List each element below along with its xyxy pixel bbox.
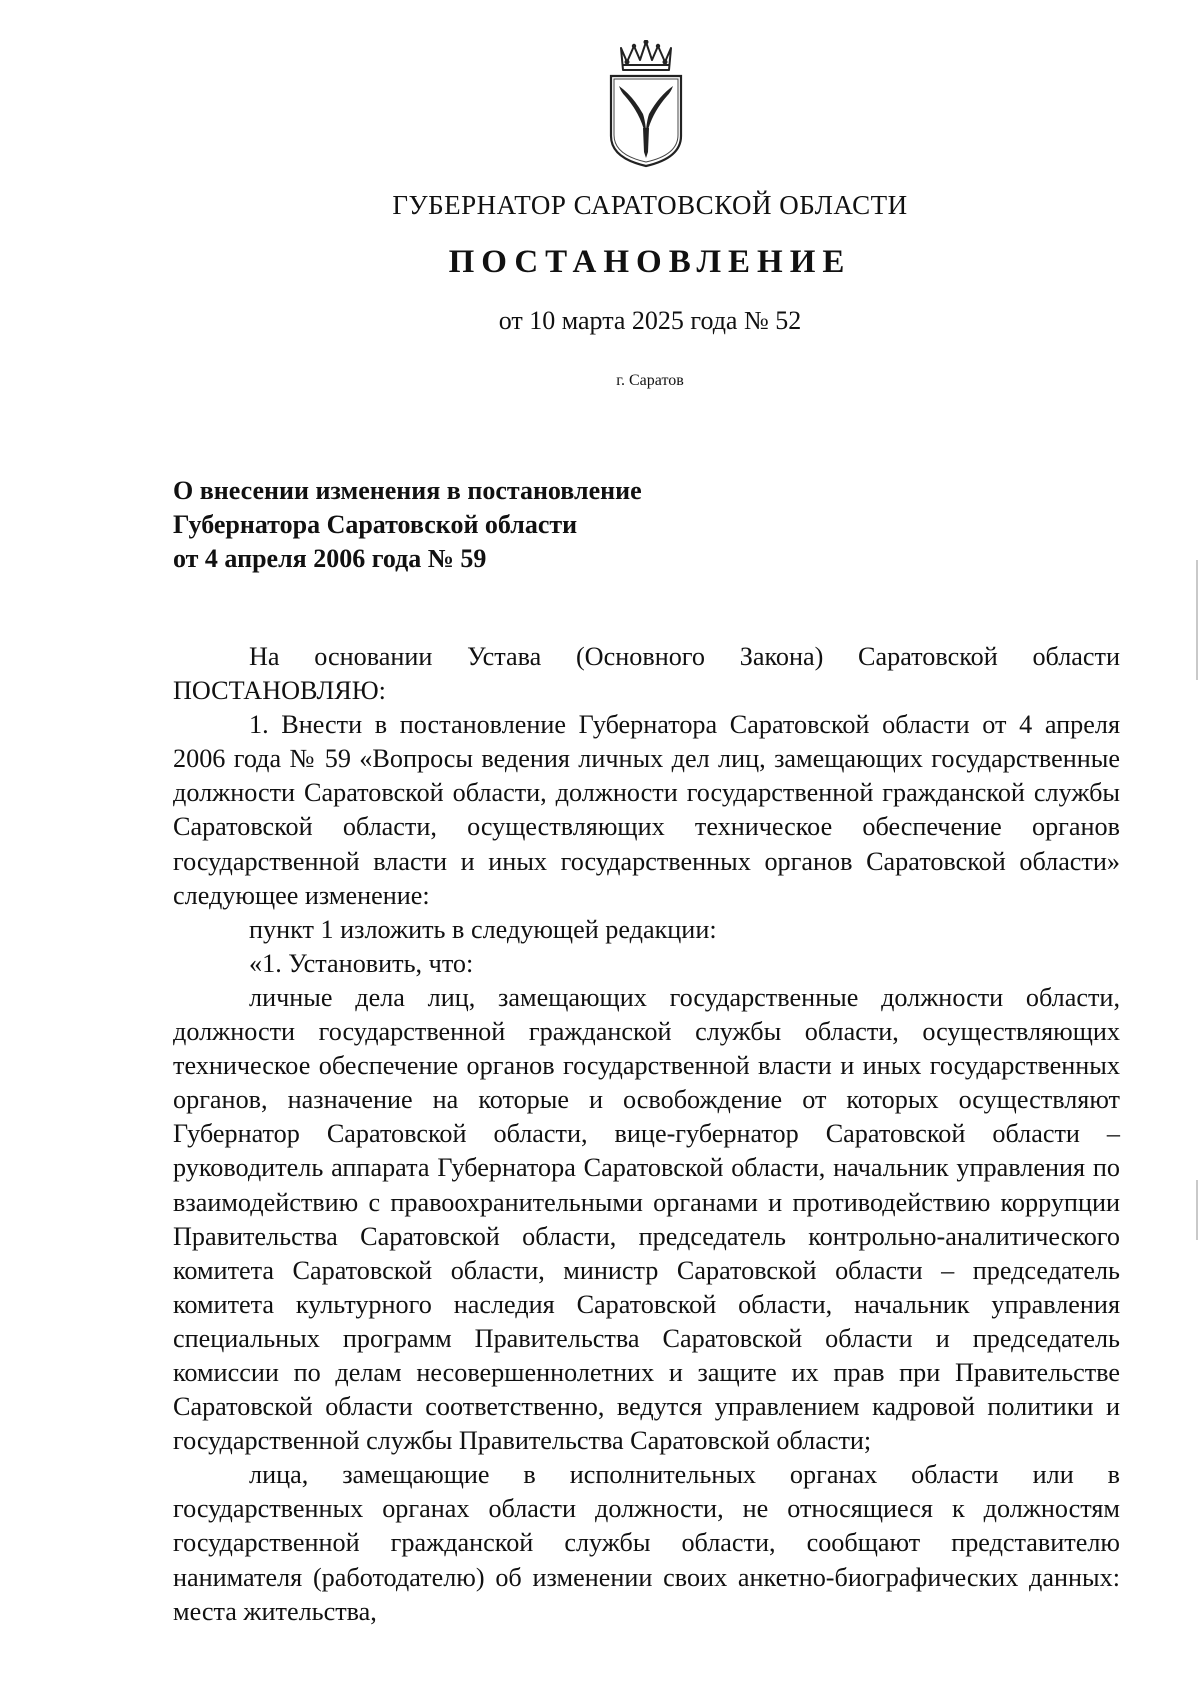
- body-paragraph: На основании Устава (Основного Закона) Саратовской области ПОСТАНОВЛЯЮ:: [173, 642, 1120, 706]
- body-paragraph: личные дела лиц, замещающих государственные должности области, должности государственной гражданской службы области, осуществляющих техническое обеспечение органов государственной власти и иных государственных органов, назначение на которые и освобождение от которых осуществляют Губернатор Саратовской области, вице-губернатор Саратовской области – руководитель аппарата Губернатора Саратовской области, начальник управления по взаимодействию с правоохранительными органами и противодействию коррупции Правительства Саратовской области, председатель контрольно-аналитического комитета Саратовской области, министр Саратовской области – председатель комитета культурного наследия Саратовской области, начальник управления специальных программ Правительства Саратовской области и председатель комиссии по делам несовершеннолетних и защите их прав при Правительстве Саратовской области соответственно, ведутся управлением кадровой политики и государственной службы Правительства Саратовской области;: [173, 982, 1120, 1456]
- subject-line-2: Губернатора Саратовской области: [173, 510, 578, 539]
- document-subject: [173, 474, 642, 576]
- body-paragraph: пункт 1 изложить в следующей редакции:: [249, 914, 717, 944]
- scan-edge-mark: [1196, 560, 1198, 680]
- body-paragraph: «1. Установить, что:: [249, 948, 474, 978]
- body-paragraph: 1. Внести в постановление Губернатора Саратовской области от 4 апреля 2006 года № 59 «Вопросы ведения личных дел лиц, замещающих государственные должности Саратовской области, должности государственной гражданской службы Саратовской области, осуществляющих техническое обеспечение органов государственной власти и иных государственных органов Саратовской области» следующее изменение:: [173, 710, 1120, 910]
- document-date-number: от 10 марта 2025 года № 52: [498, 306, 802, 335]
- document-body: [173, 640, 1120, 1629]
- document-type-heading: ПОСТАНОВЛЕНИЕ: [448, 244, 852, 280]
- organization-title: ГУБЕРНАТОР САРАТОВСКОЙ ОБЛАСТИ: [392, 190, 908, 220]
- saratov-coat-of-arms-icon: [603, 40, 689, 168]
- scan-edge-mark: [1196, 1180, 1198, 1240]
- subject-line-3: от 4 апреля 2006 года № 59: [173, 544, 487, 573]
- body-paragraph: лица, замещающие в исполнительных органах области или в государственных органах области должности, не относящиеся к должностям государственной гражданской службы области, сообщают представителю нанимателя (работодателю) об изменении своих анкетно-биографических данных: места жительства,: [173, 1460, 1120, 1626]
- subject-line-1: О внесении изменения в постановление: [173, 476, 642, 505]
- document-place: г. Саратов: [616, 372, 684, 389]
